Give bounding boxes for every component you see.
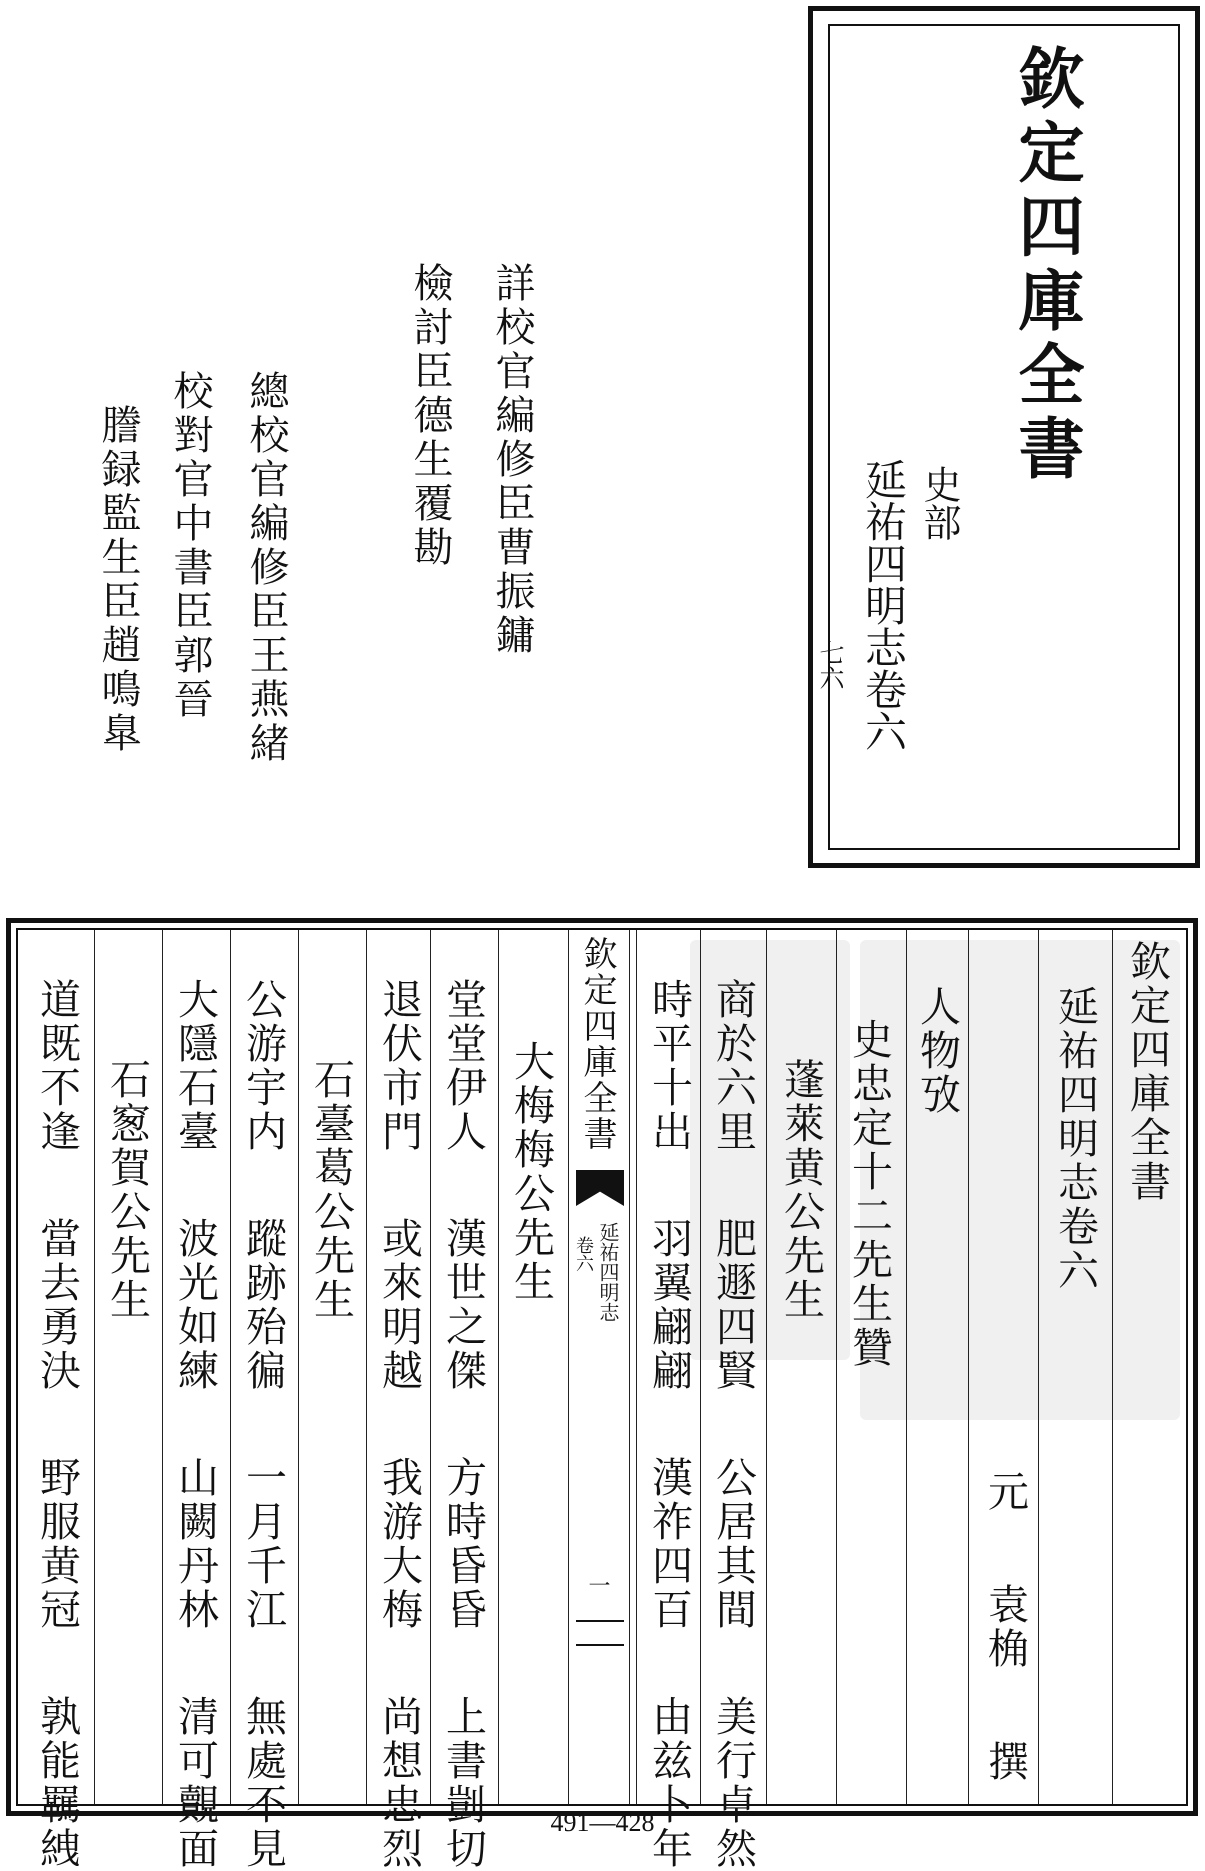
column-rule [430, 930, 431, 1804]
entry-text: 堂堂伊人 漢世之傑 方時昏昏 上書剴切 [439, 978, 487, 1871]
column-rule [766, 930, 767, 1804]
page-author: 元 袁桷 撰 [981, 1470, 1029, 1784]
column-rule [94, 930, 95, 1804]
section-title: 人物攷 [913, 985, 961, 1117]
column-rule [1038, 930, 1039, 1804]
center-volume: 卷六 [573, 1236, 594, 1272]
center-page-number: 一 [585, 1574, 610, 1596]
center-label: 欽定四庫全書 [577, 936, 617, 1152]
cover-title: 欽定四庫全書 [1007, 44, 1085, 488]
fish-tail-mark-lower [576, 1620, 624, 1646]
column-rule [230, 930, 231, 1804]
entry-title: 蓬萊黄公先生 [777, 1058, 825, 1322]
official-teng-lu: 謄録監生臣趙鳴臯 [95, 404, 141, 756]
page-header: 欽定四庫全書 [1123, 940, 1171, 1204]
entry-title: 大梅梅公先生 [507, 1040, 555, 1304]
cover-volume: 七六 [816, 640, 845, 690]
entry-text: 時平十出 羽翼翩翩 漢祚四百 由兹卜年 [645, 978, 693, 1871]
sub-section-title: 史忠定十二先生贊 [845, 1018, 893, 1370]
entry-title: 石臺葛公先生 [307, 1058, 355, 1322]
column-rule [700, 930, 701, 1804]
official-jiao-dui: 校對官中書臣郭晉 [167, 370, 213, 722]
entry-text: 商於六里 肥遯四賢 公居其間 美行卓然 [709, 978, 757, 1871]
column-rule [298, 930, 299, 1804]
column-rule [498, 930, 499, 1804]
column-rule [162, 930, 163, 1804]
official-jian-tao: 檢討臣德生覆勘 [407, 262, 453, 570]
column-rule [366, 930, 367, 1804]
column-rule [1112, 930, 1113, 1804]
center-book: 延祐四明志 [596, 1222, 620, 1322]
column-rule [906, 930, 907, 1804]
cover-book-title: 延祐四明志卷六 [859, 458, 908, 752]
cover-category: 史部 [917, 465, 961, 541]
entry-text: 道既不逢 當去勇決 野服黄冠 孰能羈絏 [33, 978, 81, 1871]
official-zong-jiao: 總校官編修臣王燕緒 [243, 370, 289, 766]
footer-page-number: 491—428 [550, 1808, 655, 1837]
official-xiang-jiao: 詳校官編修臣曹振鏞 [489, 262, 535, 658]
column-rule [968, 930, 969, 1804]
entry-title: 石䆫賀公先生 [103, 1058, 151, 1322]
entry-text: 公游宇内 蹤跡殆徧 一月千江 無處不見 [239, 978, 287, 1871]
page-book-title: 延祐四明志卷六 [1051, 985, 1099, 1293]
column-rule [636, 930, 637, 1804]
column-rule [836, 930, 837, 1804]
entry-text: 大隱石臺 波光如練 山闕丹林 清可覿面 [171, 978, 219, 1871]
entry-text: 退伏市門 或來明越 我游大梅 尚想忠烈 [375, 978, 423, 1871]
